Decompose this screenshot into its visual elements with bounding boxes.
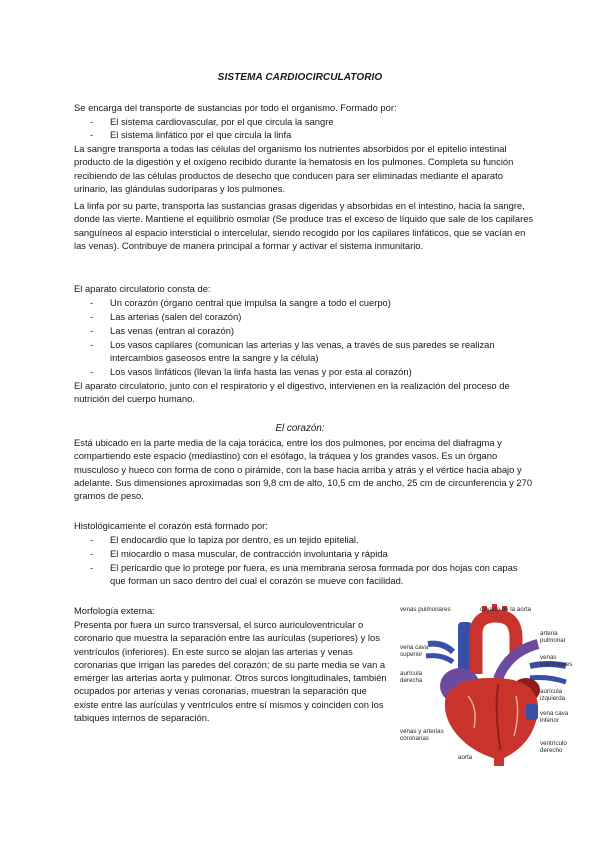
label-vena-cava-inferior: vena cava inferior xyxy=(540,710,569,724)
list-item-text: El miocardio o masa muscular, de contracción involuntaria y rápida xyxy=(110,548,388,559)
components-intro: El aparato circulatorio consta de: xyxy=(74,283,211,294)
label-vena-cava-superior: vena cava superior xyxy=(400,644,429,658)
intro-text: Se encarga del transporte de sustancias por todo el organismo. Formado por: xyxy=(74,102,397,113)
document-page: SISTEMA CARDIOCIRCULATORIO Se encarga del transporte de sustancias por todo el organismo. Formado por: - El sistema cardiovascular, por el que circula la sangre - El sistema linfático por el que circula la linfa La sangre transporta a todas las células del organismo los nutrientes absorbidos por el epitelio intestinal producto de la digestión y el oxígeno recibido durante la hematosis en los pulmones. Completa su función recibiendo de las células productos de desecho que conducen para ser eliminadas mediante el aparato urinario, las glándulas sudoríparas y los pulmones. La linfa por su parte, transporta las sustancias grasas digeridas y absorbidas en el intestino, hacia la sangre, donde las vierte. Mantiene el equilibrio osmolar (Se produce tras el exceso de líquido que sale de los capilares sanguíneos al espacio intersticial o intercelular, siendo recogido por los capilares linfáticos, que se vacían en las venas). Contribuye de manera principal a formar y activar el sistema inmunitario. El aparato circulatorio consta de: - Un corazón (órgano central que impulsa la sangre a todo el cuerpo) - Las arterias (salen del corazón) - Las venas (entran al corazón) - Los vasos capilares (comunican las arterias y las venas, a través de sus paredes se realizan intercambios gaseosos entre la sangre y la célula) - Los vasos linfáticos (llevan la linfa hasta las venas y por esta al corazón) El aparato circulatorio, junto con el respiratorio y el digestivo, intervienen en la realización del proceso de nutrición del cuerpo humano. El corazón: Está ubicado en la parte media de la caja torácica, entre los dos pulmones, por encima del diafragma y compartiendo este espacio (mediastino) con el esófago, la tráquea y los grandes vasos. Es un órgano musculoso y hueco con forma de cono o pirámide, con la base hacia arriba y atrás y el vértice hacia abajo y adelante. Sus dimensiones aproximadas son 9,8 cm de alto, 10,5 cm de ancho, 25 cm de circunferencia y 270 gramos de peso. Histológicamente el corazón está formado por: - El endocardio que lo tapiza por dentro, es un tejido epitelial. - El miocardio o masa muscular, de contracción involuntaria y rápida - El pericardio que lo protege por fuera, es una membrana serosa formada por dos hojas con capas que forman un saco dentro del cual el corazón se mueve con facilidad. Morfología externa: Presenta por fuera un surco transversal, el surco auriculoventricular o coronario que muestra la separación entre las aurículas (superiores) y los ventrículos (inferiores). En este surco se alojan las arterias y venas coronarias que irrigan las paredes del corazón; de su parte media se van a emerger las arterias aorta y pulmonar. Otros surcos longitudinales, también ocupados por arterias y venas coronarias, muestran la separación que existe entre las aurículas y ventrículos entre sí mismos y coinciden con los tabiques internos de separación. venas pulmonares cayado de la aorta vena cava superior arteria pulmonar venas pulmonares aurícula derecha aurícula izquierda vena cava inferior venas y arterias coronarias ventrículo derecho aorta xyxy=(0,0,600,848)
components-outro: El aparato circulatorio, junto con el respiratorio y el digestivo, intervienen en la realización del proceso de nutrición del cuerpo humano. xyxy=(74,380,510,405)
morphology-heading: Morfología externa: xyxy=(74,605,155,616)
list-item-text: Las arterias (salen del corazón) xyxy=(110,311,242,322)
morphology-paragraph: Presenta por fuera un surco transversal, el surco auriculoventricular o coronario que muestra la separación entre las aurículas (superiores) y los ventrículos (inferiores). En este surco se alojan las arterias y venas coronarias que irrigan las paredes del corazón; de su parte media se van a emerger las arterias aorta y pulmonar. Otros surcos longitudinales, también ocupados por arterias y venas coronarias, muestran la separación que existe entre las aurículas y ventrículos entre sí mismos y coinciden con los tabiques internos de separación. xyxy=(74,619,387,724)
list-item-text: El pericardio que lo protege por fuera, es una membrana serosa formada por dos hojas con capas que forman un saco dentro del cual el corazón se mueve con facilidad. xyxy=(110,562,518,587)
heart-diagram xyxy=(398,604,582,766)
histology-intro: Histológicamente el corazón está formado por: xyxy=(74,520,268,531)
label-venas-arterias-coronarias: venas y arterias coronarias xyxy=(400,728,444,742)
label-venas-pulmonares-right: venas pulmonares xyxy=(540,654,573,668)
label-cayado-aorta: cayado de la aorta xyxy=(480,606,531,613)
heart-paragraph: Está ubicado en la parte media de la caja torácica, entre los dos pulmones, por encima del diafragma y compartiendo este espacio (mediastino) con el esófago, la tráquea y los grandes vasos. Es un órgano musculoso y hueco con forma de cono o pirámide, con la base hacia arriba y atrás y el vértice hacia abajo y adelante. Sus dimensiones aproximadas son 9,8 cm de alto, 10,5 cm de ancho, 25 cm de circunferencia y 270 gramos de peso. xyxy=(74,437,533,502)
list-item-text: El sistema cardiovascular, por el que circula la sangre xyxy=(110,116,334,127)
list-item-text: Los vasos linfáticos (llevan la linfa hasta las venas y por esta al corazón) xyxy=(110,366,412,377)
label-auricula-derecha: aurícula derecha xyxy=(400,670,423,684)
list-item-text: El endocardio que lo tapiza por dentro, es un tejido epitelial. xyxy=(110,534,359,545)
label-ventriculo-derecho: ventrículo derecho xyxy=(540,740,567,754)
list-item-text: Los vasos capilares (comunican las arterias y las venas, a través de sus paredes se realizan intercambios gaseosos entre la sangre y la célula) xyxy=(110,339,495,364)
blood-paragraph: La sangre transporta a todas las células del organismo los nutrientes absorbidos por el epitelio intestinal producto de la digestión y el oxígeno recibido durante la hematosis en los pulmones. Completa su función recibiendo de las células productos de desecho que conducen para ser eliminadas mediante el aparato urinario, las glándulas sudoríparas y los pulmones. xyxy=(74,143,514,194)
label-aorta: aorta xyxy=(458,754,473,761)
list-item-text: Un corazón (órgano central que impulsa la sangre a todo el cuerpo) xyxy=(110,297,391,308)
list-item-text: Las venas (entran al corazón) xyxy=(110,325,235,336)
document-title: SISTEMA CARDIOCIRCULATORIO xyxy=(217,72,383,83)
label-arteria-pulmonar: arteria pulmonar xyxy=(540,630,566,644)
label-auricula-izquierda: aurícula izquierda xyxy=(540,688,566,702)
heart-heading: El corazón: xyxy=(275,423,325,434)
label-venas-pulmonares: venas pulmonares xyxy=(400,606,451,613)
list-item-text: El sistema linfático por el que circula la linfa xyxy=(110,129,292,140)
lymph-paragraph: La linfa por su parte, transporta las sustancias grasas digeridas y absorbidas en el intestino, hacia la sangre, donde las vierte. Mantiene el equilibrio osmolar (Se produce tras el exceso de líquido que sale de los capilares sanguíneos al espacio intersticial o intercelular, siendo recogido por los capilares linfáticos, que se vacían en las venas). Contribuye de manera principal a formar y activar el sistema inmunitario. xyxy=(74,200,534,251)
